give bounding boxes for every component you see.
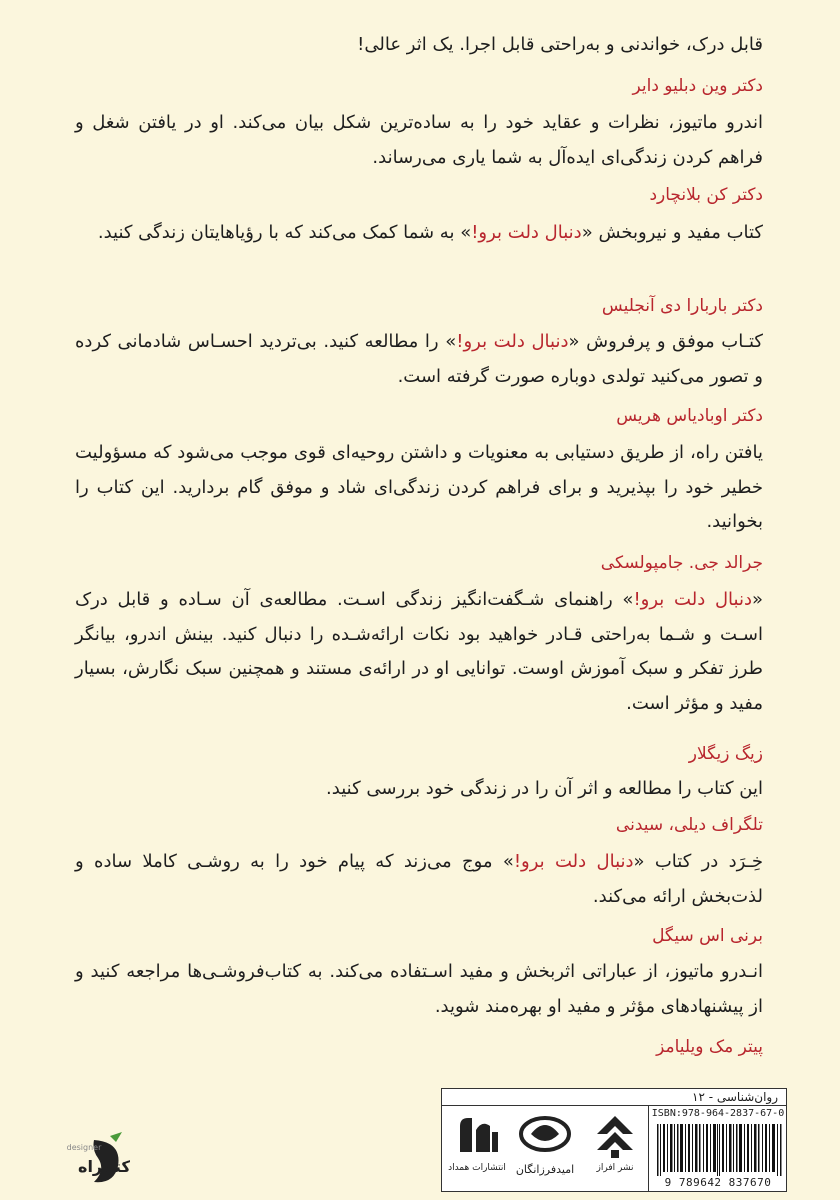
hamdad-logo-icon [452, 1112, 502, 1160]
series-label: روان‌شناسی - ۱۲ [442, 1089, 786, 1106]
watermark-small-text: designer [66, 1143, 102, 1152]
publisher-name: انتشارات همداد [448, 1163, 506, 1173]
afraz-logo-icon [593, 1112, 637, 1160]
review-author: پیتر مک ویلیامز [656, 1037, 763, 1057]
barcode-number: 9 789642 837670 [664, 1176, 772, 1189]
review-author: برنی اس سیگل [652, 926, 763, 946]
review-author: دکتر وین دبلیو دایر [632, 76, 763, 96]
review-author: زیگ زیگلار [688, 744, 763, 764]
hamdad-logo [448, 1112, 506, 1173]
book-title: دنبال دلت برو! [456, 331, 569, 352]
book-title: دنبال دلت برو! [471, 222, 582, 243]
review-author: جرالد جی. جامپولسکی [600, 553, 763, 573]
barcode-icon [655, 1124, 783, 1176]
review-text: انـدرو ماتیوز، از عباراتی اثربخش و مفید اسـتفاده می‌کند. به کتاب‌فروشـی‌ها مراجعه کنید و از پیشنهادهای مؤثر و مفید او بهره‌مند شوید. [75, 961, 763, 1017]
review-author: تلگراف دیلی، سیدنی [615, 815, 763, 835]
review-author: دکتر باربارا دی آنجلیس [601, 296, 763, 316]
review-text: کتـاب موفق و پرفروش «دنبال دلت برو!» را مطالعه کنید. بی‌تردید احسـاس شادمانی کرده و تصور می‌کنید تولدی دوباره صورت گرفته است. [75, 331, 763, 387]
review-text: «دنبال دلت برو!» راهنمای شـگفت‌انگیز زندگی اسـت. مطالعه‌ی آن سـاده و قابل درک اسـت و شـما به‌راحتی قـادر خواهید بود نکات ارائه‌شـده را دنبال کنید. بینش اندرو، بیانگر طرز تفکر و سبک آموزش اوست. توانایی او در ارائه‌ی مستند و همچنین سبک نگارش، بسیار مفید و مؤثر است. [75, 589, 763, 714]
review-author: دکتر کن بلانچارد [649, 185, 763, 205]
publisher-logos [442, 1106, 648, 1191]
watermark [10, 1130, 130, 1190]
book-title: دنبال دلت برو! [513, 851, 634, 872]
review-text: کتاب مفید و نیروبخش «دنبال دلت برو!» به شما کمک می‌کند که با رؤیاهایتان زندگی کنید. [97, 222, 763, 243]
ketabrah-logo-icon [10, 1130, 130, 1190]
isbn-box [648, 1106, 787, 1191]
review-text: قابل درک، خواندنی و به‌راحتی قابل اجرا. یک اثر عالی! [357, 34, 763, 55]
omidfarzanegan-logo-icon [515, 1112, 575, 1160]
afraz-logo [586, 1112, 644, 1173]
omidfarzanegan-logo [508, 1112, 582, 1176]
review-text: یافتن راه، از طریق دستیابی به معنویات و داشتن روحیه‌ای قوی موجب می‌شود که مسؤولیت خطیر خود را بپذیرید و برای فراهم کردن زندگی‌ای شاد و موفق گام بردارید. این کتاب را بخوانید. [75, 442, 763, 532]
review-text: خِـرَد در کتاب «دنبال دلت برو!» موج می‌زند که پیام خود را به روشـی کاملا ساده و لذت‌بخش ارائه می‌کند. [75, 851, 763, 907]
publisher-name: امیدفرزانگان [515, 1163, 575, 1176]
book-title: دنبال دلت برو! [633, 589, 752, 610]
isbn-label: ISBN:978-964-2837-67-0 [651, 1108, 785, 1119]
watermark-text: کتابراه [78, 1157, 130, 1176]
review-text: این کتاب را مطالعه و اثر آن را در زندگی خود بررسی کنید. [326, 778, 763, 799]
review-text: اندرو ماتیوز، نظرات و عقاید خود را به ساده‌ترین شکل بیان می‌کند. او در یافتن شغل و فراهم کردن زندگی‌ای ایده‌آل به شما یاری می‌رساند. [75, 112, 763, 168]
publisher-panel [441, 1088, 787, 1192]
review-author: دکتر اوبادیاس هریس [616, 406, 763, 426]
publisher-name: نشر افراز [596, 1163, 634, 1173]
